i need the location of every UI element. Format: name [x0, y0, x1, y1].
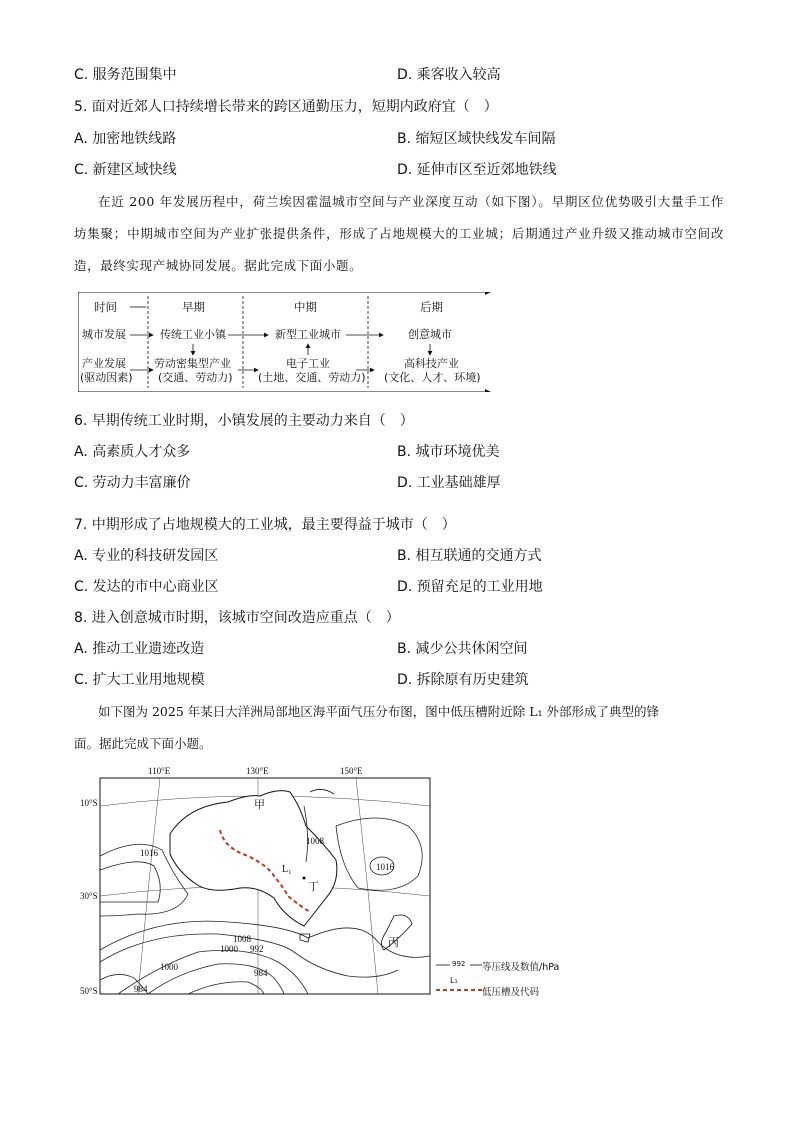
flow-industry-late: 高科技产业 — [404, 357, 459, 370]
legend-isobar-text: 等压线及数值/hPa — [482, 962, 560, 973]
place-jia: 甲 — [254, 799, 265, 811]
q6-option-a[interactable]: A. 高素质人才众多 — [74, 444, 191, 460]
q8-option-c[interactable]: C. 扩大工业用地规模 — [74, 672, 205, 688]
place-ding: 丁 — [308, 881, 319, 893]
flow-city-early: 传统工业小镇 — [160, 328, 226, 341]
q6-option-c[interactable]: C. 劳动力丰富廉价 — [74, 475, 191, 491]
flow-industry-middle: 电子工业 — [286, 357, 330, 370]
q5-option-c[interactable]: C. 新建区域快线 — [74, 162, 177, 178]
isobar-value-1008-south: 1008 — [233, 934, 251, 944]
legend-isobar-value: 992 — [452, 960, 466, 968]
flow-header-late: 后期 — [420, 300, 443, 314]
q4-option-c[interactable]: C. 服务范围集中 — [74, 67, 177, 83]
flow-industry-early: 劳动密集型产业 — [154, 357, 231, 370]
flow-industry-middle-factors: (土地、交通、劳动力) — [258, 371, 366, 384]
q4-option-d[interactable]: D. 乘客收入较高 — [397, 67, 501, 83]
isobar-value-992: 992 — [250, 944, 264, 954]
q7-option-c[interactable]: C. 发达的市中心商业区 — [74, 579, 219, 595]
q8-option-a[interactable]: A. 推动工业遗迹改造 — [74, 641, 205, 657]
lon-110-label: 110°E — [148, 766, 171, 776]
isobar-value-984-east: 984 — [254, 968, 268, 978]
lat-30-label: 30°S — [80, 891, 98, 901]
q7-option-b[interactable]: B. 相互联通的交通方式 — [397, 548, 542, 564]
flow-header-time: 时间 — [94, 300, 117, 314]
passage-pressure-line2: 面。据此完成下面小题。 — [74, 736, 212, 751]
passage-eindhoven: 在近 200 年发展历程中，荷兰埃因霍温城市空间与产业深度互动（如下图）。早期区位优势吸引大量手工作坊集聚；中期城市空间为产业扩张提供条件，形成了占地规模大的工业城；后期通过产业升级又推动城市空间改造，最终实现产城协同发展。据此完成下面小题。 — [74, 194, 724, 273]
isobar-value-1000-a: 1000 — [220, 944, 238, 954]
map-legend — [436, 957, 586, 997]
q5-option-b[interactable]: B. 缩短区域快线发车间隔 — [397, 131, 556, 147]
legend-trough-code: L₁ — [450, 976, 458, 985]
q6-option-b[interactable]: B. 城市环境优美 — [397, 444, 500, 460]
sea-level-pressure-map — [78, 766, 433, 996]
q7-option-d[interactable]: D. 预留充足的工业用地 — [397, 579, 543, 595]
q6-stem: 6. 早期传统工业时期，小镇发展的主要动力来自（ ） — [74, 413, 414, 429]
flow-city-late: 创意城市 — [408, 328, 452, 341]
lon-150-label: 150°E — [340, 766, 363, 776]
isobar-value-1016-east: 1016 — [376, 862, 394, 872]
q7-option-a[interactable]: A. 专业的科技研发园区 — [74, 548, 219, 564]
flow-row-city-label: 城市发展 — [82, 328, 126, 341]
q8-stem: 8. 进入创意城市时期，该城市空间改造应重点（ ） — [74, 610, 400, 626]
legend-trough-text: 低压槽及代码 — [482, 987, 540, 998]
isobar-value-1008-north: 1008 — [306, 836, 324, 846]
lat-50-label: 50°S — [80, 986, 98, 996]
flow-header-middle: 中期 — [294, 300, 317, 314]
lon-130-label: 130°E — [246, 766, 269, 776]
isobar-value-1016-west: 1016 — [140, 848, 158, 858]
flow-row-industry-sublabel: (驱动因素) — [80, 371, 133, 384]
q7-stem: 7. 中期形成了占地规模大的工业城，最主要得益于城市（ ） — [74, 517, 456, 533]
passage-pressure-line1: 如下图为 2025 年某日大洋洲局部地区海平面气压分布图，图中低压槽附近除 L₁ 外部形成了典型的锋 — [98, 704, 660, 719]
point-ding — [303, 877, 306, 880]
place-bing: 丙 — [388, 937, 399, 949]
q5-stem: 5. 面对近郊人口持续增长带来的跨区通勤压力，短期内政府宜（ ） — [74, 99, 498, 115]
q8-option-b[interactable]: B. 减少公共休闲空间 — [397, 641, 528, 657]
flow-header-early: 早期 — [182, 300, 205, 314]
industry-city-flow-diagram — [78, 292, 498, 392]
flow-city-middle: 新型工业城市 — [275, 328, 341, 341]
q6-option-d[interactable]: D. 工业基础雄厚 — [397, 475, 501, 491]
flow-row-industry-label: 产业发展 — [82, 357, 126, 370]
q8-option-d[interactable]: D. 拆除原有历史建筑 — [397, 672, 529, 688]
trough-label: L₁ — [282, 864, 292, 875]
q5-option-d[interactable]: D. 延伸市区至近郊地铁线 — [397, 162, 557, 178]
flow-industry-early-factors: (交通、劳动力) — [158, 371, 233, 384]
isobar-value-984-west: 984 — [134, 984, 148, 994]
q5-option-a[interactable]: A. 加密地铁线路 — [74, 131, 177, 147]
lat-10-label: 10°S — [80, 798, 98, 808]
flow-industry-late-factors: (文化、人才、环境) — [384, 371, 481, 384]
isobar-value-1000-b: 1000 — [160, 962, 178, 972]
